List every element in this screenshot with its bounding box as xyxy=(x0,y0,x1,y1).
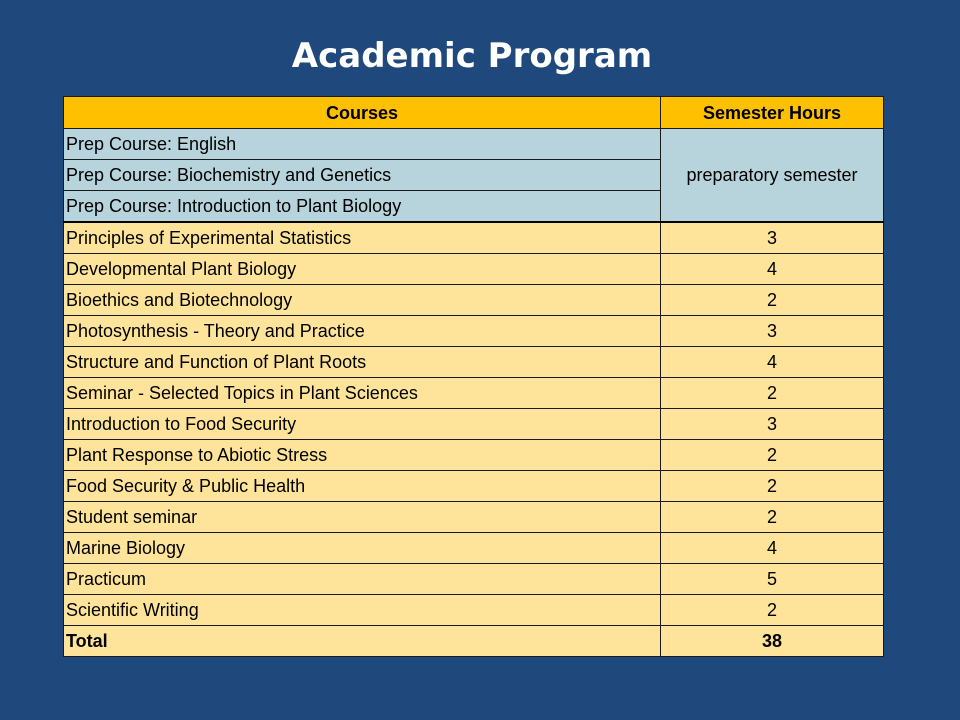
academic-program-table xyxy=(63,96,884,657)
semester-hours-column-header: Semester Hours xyxy=(661,97,884,129)
course-hours: 2 xyxy=(661,502,884,533)
course-name: Plant Response to Abiotic Stress xyxy=(64,440,661,471)
course-name: Food Security & Public Health xyxy=(64,471,661,502)
prep-course-row xyxy=(64,129,884,160)
course-hours: 2 xyxy=(661,440,884,471)
course-hours: 3 xyxy=(661,409,884,440)
course-name: Scientific Writing xyxy=(64,595,661,626)
course-row xyxy=(64,378,884,409)
course-name: Practicum xyxy=(64,564,661,595)
course-row xyxy=(64,471,884,502)
course-name: Bioethics and Biotechnology xyxy=(64,285,661,316)
course-row xyxy=(64,285,884,316)
course-row xyxy=(64,254,884,285)
course-name: Marine Biology xyxy=(64,533,661,564)
course-row xyxy=(64,316,884,347)
course-name: Student seminar xyxy=(64,502,661,533)
course-hours: 4 xyxy=(661,254,884,285)
course-hours: 3 xyxy=(661,316,884,347)
course-name: Principles of Experimental Statistics xyxy=(64,222,661,254)
course-hours: 3 xyxy=(661,222,884,254)
course-hours: 2 xyxy=(661,471,884,502)
course-name: Seminar - Selected Topics in Plant Sciences xyxy=(64,378,661,409)
course-row xyxy=(64,347,884,378)
course-row xyxy=(64,595,884,626)
prep-course-name: Prep Course: Introduction to Plant Biology xyxy=(64,191,661,223)
course-row xyxy=(64,440,884,471)
course-name: Developmental Plant Biology xyxy=(64,254,661,285)
course-name: Photosynthesis - Theory and Practice xyxy=(64,316,661,347)
prep-course-name: Prep Course: English xyxy=(64,129,661,160)
total-hours: 38 xyxy=(661,626,884,657)
total-row xyxy=(64,626,884,657)
table-header-row xyxy=(64,97,884,129)
prep-hours-cell: preparatory semester xyxy=(661,129,884,223)
course-hours: 2 xyxy=(661,285,884,316)
course-row xyxy=(64,409,884,440)
course-name: Introduction to Food Security xyxy=(64,409,661,440)
course-hours: 4 xyxy=(661,347,884,378)
page-title: Academic Program xyxy=(291,36,653,76)
course-row xyxy=(64,564,884,595)
course-name: Structure and Function of Plant Roots xyxy=(64,347,661,378)
course-row xyxy=(64,533,884,564)
course-hours: 2 xyxy=(661,378,884,409)
total-label: Total xyxy=(64,626,661,657)
course-row xyxy=(64,222,884,254)
course-hours: 2 xyxy=(661,595,884,626)
prep-course-name: Prep Course: Biochemistry and Genetics xyxy=(64,160,661,191)
course-hours: 4 xyxy=(661,533,884,564)
courses-column-header: Courses xyxy=(64,97,661,129)
course-hours: 5 xyxy=(661,564,884,595)
course-row xyxy=(64,502,884,533)
